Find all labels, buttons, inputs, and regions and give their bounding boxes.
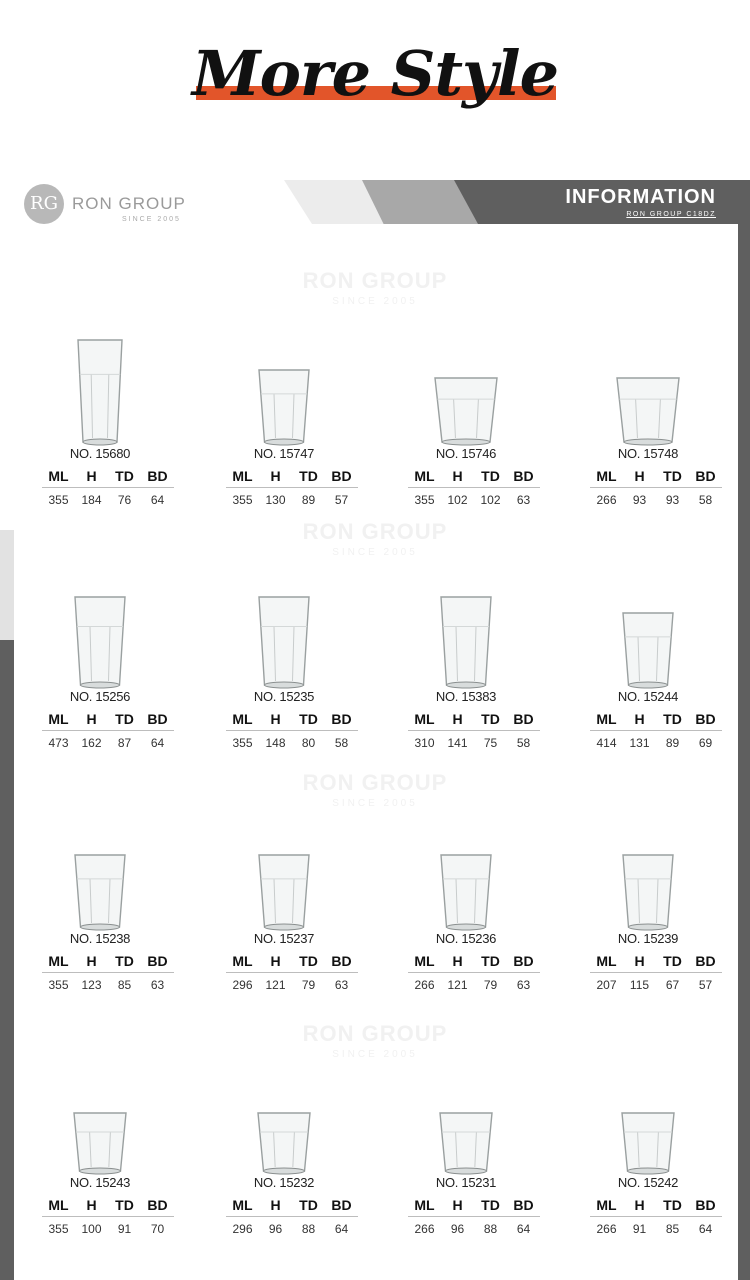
spec-header: ML <box>232 711 253 727</box>
spec-header: H <box>86 468 97 484</box>
spec-value-row <box>226 731 358 750</box>
product-model-number: NO. 15238 <box>69 931 131 946</box>
watermark-name: RON GROUP <box>302 1021 448 1046</box>
spec-value: 79 <box>301 978 316 992</box>
spec-value: 266 <box>414 1222 435 1236</box>
spec-value: 355 <box>232 493 253 507</box>
product-model-number: NO. 15237 <box>253 931 315 946</box>
logo-mark-icon: RG <box>24 184 64 224</box>
spec-value: 58 <box>516 736 531 750</box>
watermark-since: SINCE 2005 <box>332 296 418 307</box>
product-card <box>568 569 728 759</box>
product-card <box>386 569 546 759</box>
spec-value: 85 <box>665 1222 680 1236</box>
spec-value-row <box>408 973 540 992</box>
glass-image <box>438 1111 494 1177</box>
spec-header: ML <box>48 468 69 484</box>
spec-header: BD <box>331 468 352 484</box>
spec-value: 162 <box>81 736 102 750</box>
page-heading <box>0 0 750 130</box>
product-model-number: NO. 15747 <box>253 446 315 461</box>
spec-header-row <box>226 711 358 731</box>
spec-header: TD <box>481 711 500 727</box>
spec-table <box>590 953 722 992</box>
glass-image <box>256 1111 312 1177</box>
spec-header: H <box>452 953 463 969</box>
product-card <box>204 569 364 759</box>
product-card <box>204 811 364 1001</box>
product-model-number: NO. 15256 <box>69 689 131 704</box>
spec-header: BD <box>695 1197 716 1213</box>
product-card <box>20 569 180 759</box>
spec-value: 64 <box>150 493 165 507</box>
banner-subtitle: RON GROUP C18DZ <box>626 211 716 218</box>
spec-value: 88 <box>301 1222 316 1236</box>
spec-value: 76 <box>117 493 132 507</box>
spec-value-row <box>590 488 722 507</box>
spec-value: 266 <box>414 978 435 992</box>
spec-header: ML <box>232 468 253 484</box>
product-model-number: NO. 15244 <box>617 689 679 704</box>
watermark-name: RON GROUP <box>302 770 448 795</box>
spec-header: BD <box>147 711 168 727</box>
spec-header: ML <box>414 953 435 969</box>
spec-header: H <box>270 1197 281 1213</box>
spec-header: BD <box>331 711 352 727</box>
product-card <box>204 1055 364 1245</box>
spec-table <box>42 711 174 750</box>
product-card <box>386 811 546 1001</box>
product-card <box>20 326 180 516</box>
spec-header: TD <box>115 1197 134 1213</box>
product-card <box>20 1055 180 1245</box>
spec-table <box>226 468 358 507</box>
spec-table <box>408 711 540 750</box>
watermark <box>0 519 750 558</box>
product-model-number: NO. 15242 <box>617 1175 679 1190</box>
spec-value: 473 <box>48 736 69 750</box>
product-model-number: NO. 15748 <box>617 446 679 461</box>
spec-value: 355 <box>48 978 69 992</box>
glass-image <box>72 1111 128 1177</box>
banner-title: INFORMATION <box>565 186 716 208</box>
spec-header: BD <box>513 468 534 484</box>
spec-header: BD <box>695 953 716 969</box>
spec-table <box>590 711 722 750</box>
spec-table <box>42 1197 174 1236</box>
glass-image <box>73 595 127 691</box>
spec-value: 63 <box>516 978 531 992</box>
spec-header: ML <box>48 711 69 727</box>
spec-value: 131 <box>629 736 650 750</box>
spec-header: ML <box>48 953 69 969</box>
spec-header-row <box>42 468 174 488</box>
spec-value: 67 <box>665 978 680 992</box>
product-model-number: NO. 15383 <box>435 689 497 704</box>
glass-image <box>73 853 127 933</box>
spec-value: 58 <box>334 736 349 750</box>
watermark-since: SINCE 2005 <box>332 547 418 558</box>
spec-header: H <box>86 953 97 969</box>
spec-value: 310 <box>414 736 435 750</box>
spec-value: 102 <box>480 493 501 507</box>
spec-value-row <box>226 1217 358 1236</box>
left-frame-band <box>0 640 14 1280</box>
product-card <box>386 326 546 516</box>
spec-header: BD <box>147 468 168 484</box>
spec-header: TD <box>115 468 134 484</box>
spec-value: 75 <box>483 736 498 750</box>
spec-value: 80 <box>301 736 316 750</box>
glass-image <box>433 376 499 448</box>
spec-header: BD <box>695 468 716 484</box>
spec-value: 85 <box>117 978 132 992</box>
spec-value: 414 <box>596 736 617 750</box>
glass-image <box>439 595 493 691</box>
watermark <box>0 268 750 307</box>
spec-header: BD <box>513 953 534 969</box>
spec-value: 57 <box>334 493 349 507</box>
spec-header-row <box>226 1197 358 1217</box>
product-model-number: NO. 15680 <box>69 446 131 461</box>
spec-header-row <box>42 953 174 973</box>
glass-image <box>620 1111 676 1177</box>
spec-header: ML <box>232 953 253 969</box>
spec-value-row <box>226 973 358 992</box>
product-card <box>204 326 364 516</box>
glass-image <box>621 853 675 933</box>
spec-header: ML <box>596 711 617 727</box>
spec-value: 355 <box>414 493 435 507</box>
spec-header: ML <box>414 1197 435 1213</box>
spec-header: H <box>634 1197 645 1213</box>
spec-value-row <box>42 973 174 992</box>
spec-value-row <box>408 488 540 507</box>
spec-header: ML <box>232 1197 253 1213</box>
product-card <box>568 326 728 516</box>
spec-value: 130 <box>265 493 286 507</box>
spec-table <box>590 1197 722 1236</box>
product-model-number: NO. 15243 <box>69 1175 131 1190</box>
spec-table <box>42 953 174 992</box>
spec-value-row <box>42 488 174 507</box>
watermark <box>0 770 750 809</box>
product-model-number: NO. 15231 <box>435 1175 497 1190</box>
product-model-number: NO. 15746 <box>435 446 497 461</box>
glass-image <box>439 853 493 933</box>
spec-header: H <box>452 468 463 484</box>
spec-value: 148 <box>265 736 286 750</box>
spec-value: 69 <box>698 736 713 750</box>
spec-value: 96 <box>268 1222 283 1236</box>
spec-header: TD <box>663 711 682 727</box>
spec-header: H <box>86 1197 97 1213</box>
spec-value: 296 <box>232 978 253 992</box>
spec-header: BD <box>331 1197 352 1213</box>
spec-header: H <box>270 468 281 484</box>
right-frame-band <box>738 224 750 1280</box>
spec-header: H <box>270 711 281 727</box>
spec-value: 57 <box>698 978 713 992</box>
product-card <box>568 1055 728 1245</box>
spec-header: BD <box>147 953 168 969</box>
spec-header: ML <box>596 1197 617 1213</box>
spec-header-row <box>408 953 540 973</box>
spec-header: H <box>634 468 645 484</box>
spec-header: TD <box>299 711 318 727</box>
spec-value: 296 <box>232 1222 253 1236</box>
spec-value: 355 <box>232 736 253 750</box>
spec-value: 207 <box>596 978 617 992</box>
left-frame-light <box>0 530 14 640</box>
spec-header-row <box>590 468 722 488</box>
brand-logo <box>24 184 204 228</box>
spec-header: H <box>86 711 97 727</box>
spec-value: 102 <box>447 493 468 507</box>
spec-value: 100 <box>81 1222 102 1236</box>
spec-value: 355 <box>48 493 69 507</box>
spec-value: 63 <box>150 978 165 992</box>
spec-table <box>408 468 540 507</box>
glass-image <box>621 611 675 691</box>
product-model-number: NO. 15236 <box>435 931 497 946</box>
spec-value: 63 <box>334 978 349 992</box>
product-model-number: NO. 15232 <box>253 1175 315 1190</box>
spec-value: 63 <box>516 493 531 507</box>
page-title: More Style <box>191 37 559 110</box>
spec-header: TD <box>663 1197 682 1213</box>
spec-value-row <box>590 973 722 992</box>
spec-value: 266 <box>596 1222 617 1236</box>
spec-value-row <box>408 1217 540 1236</box>
spec-header: H <box>634 711 645 727</box>
spec-header: TD <box>299 468 318 484</box>
spec-table <box>42 468 174 507</box>
glass-image <box>76 338 124 448</box>
spec-header: TD <box>481 953 500 969</box>
spec-header: BD <box>331 953 352 969</box>
glass-image <box>615 376 681 448</box>
spec-value: 87 <box>117 736 132 750</box>
spec-value: 58 <box>698 493 713 507</box>
spec-value: 89 <box>301 493 316 507</box>
spec-header: ML <box>414 468 435 484</box>
spec-value: 266 <box>596 493 617 507</box>
spec-header-row <box>226 953 358 973</box>
spec-value-row <box>408 731 540 750</box>
spec-value: 184 <box>81 493 102 507</box>
logo-name: RON GROUP <box>72 194 186 213</box>
spec-value: 64 <box>698 1222 713 1236</box>
spec-header: H <box>452 1197 463 1213</box>
spec-header: ML <box>48 1197 69 1213</box>
watermark-since: SINCE 2005 <box>332 798 418 809</box>
spec-value: 141 <box>447 736 468 750</box>
spec-table <box>590 468 722 507</box>
spec-header-row <box>42 1197 174 1217</box>
watermark-name: RON GROUP <box>302 519 448 544</box>
glass-image <box>257 853 311 933</box>
spec-header: TD <box>115 711 134 727</box>
spec-header: TD <box>299 1197 318 1213</box>
spec-value: 115 <box>629 978 650 992</box>
spec-header-row <box>226 468 358 488</box>
product-card <box>386 1055 546 1245</box>
spec-header: H <box>452 711 463 727</box>
spec-value-row <box>42 731 174 750</box>
spec-header: ML <box>596 468 617 484</box>
spec-header: BD <box>513 711 534 727</box>
spec-value: 70 <box>150 1222 165 1236</box>
spec-value-row <box>590 1217 722 1236</box>
watermark-name: RON GROUP <box>302 268 448 293</box>
spec-header-row <box>408 711 540 731</box>
spec-header: BD <box>147 1197 168 1213</box>
spec-header-row <box>408 468 540 488</box>
spec-table <box>226 1197 358 1236</box>
spec-header-row <box>42 711 174 731</box>
spec-value: 64 <box>516 1222 531 1236</box>
product-model-number: NO. 15235 <box>253 689 315 704</box>
spec-value: 93 <box>665 493 680 507</box>
logo-since: SINCE 2005 <box>122 216 181 223</box>
spec-value: 91 <box>632 1222 647 1236</box>
spec-value: 96 <box>450 1222 465 1236</box>
spec-header: TD <box>299 953 318 969</box>
spec-value: 91 <box>117 1222 132 1236</box>
product-model-number: NO. 15239 <box>617 931 679 946</box>
glass-image <box>257 595 311 691</box>
spec-value: 355 <box>48 1222 69 1236</box>
spec-value-row <box>42 1217 174 1236</box>
watermark-since: SINCE 2005 <box>332 1049 418 1060</box>
information-banner <box>284 180 750 224</box>
spec-header: TD <box>663 953 682 969</box>
spec-header: ML <box>596 953 617 969</box>
spec-table <box>226 711 358 750</box>
spec-value: 64 <box>334 1222 349 1236</box>
spec-value-row <box>226 488 358 507</box>
spec-header: TD <box>481 1197 500 1213</box>
spec-header: ML <box>414 711 435 727</box>
spec-value: 88 <box>483 1222 498 1236</box>
spec-header-row <box>408 1197 540 1217</box>
spec-header: BD <box>695 711 716 727</box>
spec-header-row <box>590 1197 722 1217</box>
spec-value: 121 <box>265 978 286 992</box>
spec-value: 93 <box>632 493 647 507</box>
spec-value: 123 <box>81 978 102 992</box>
glass-image <box>257 368 311 448</box>
spec-value: 121 <box>447 978 468 992</box>
spec-table <box>226 953 358 992</box>
spec-table <box>408 953 540 992</box>
spec-header-row <box>590 953 722 973</box>
spec-value: 79 <box>483 978 498 992</box>
spec-header: TD <box>481 468 500 484</box>
spec-header: H <box>634 953 645 969</box>
spec-value: 64 <box>150 736 165 750</box>
spec-header: H <box>270 953 281 969</box>
spec-table <box>408 1197 540 1236</box>
spec-header: TD <box>663 468 682 484</box>
spec-header-row <box>590 711 722 731</box>
product-card <box>20 811 180 1001</box>
spec-value: 89 <box>665 736 680 750</box>
spec-value-row <box>590 731 722 750</box>
spec-header: TD <box>115 953 134 969</box>
product-card <box>568 811 728 1001</box>
spec-header: BD <box>513 1197 534 1213</box>
